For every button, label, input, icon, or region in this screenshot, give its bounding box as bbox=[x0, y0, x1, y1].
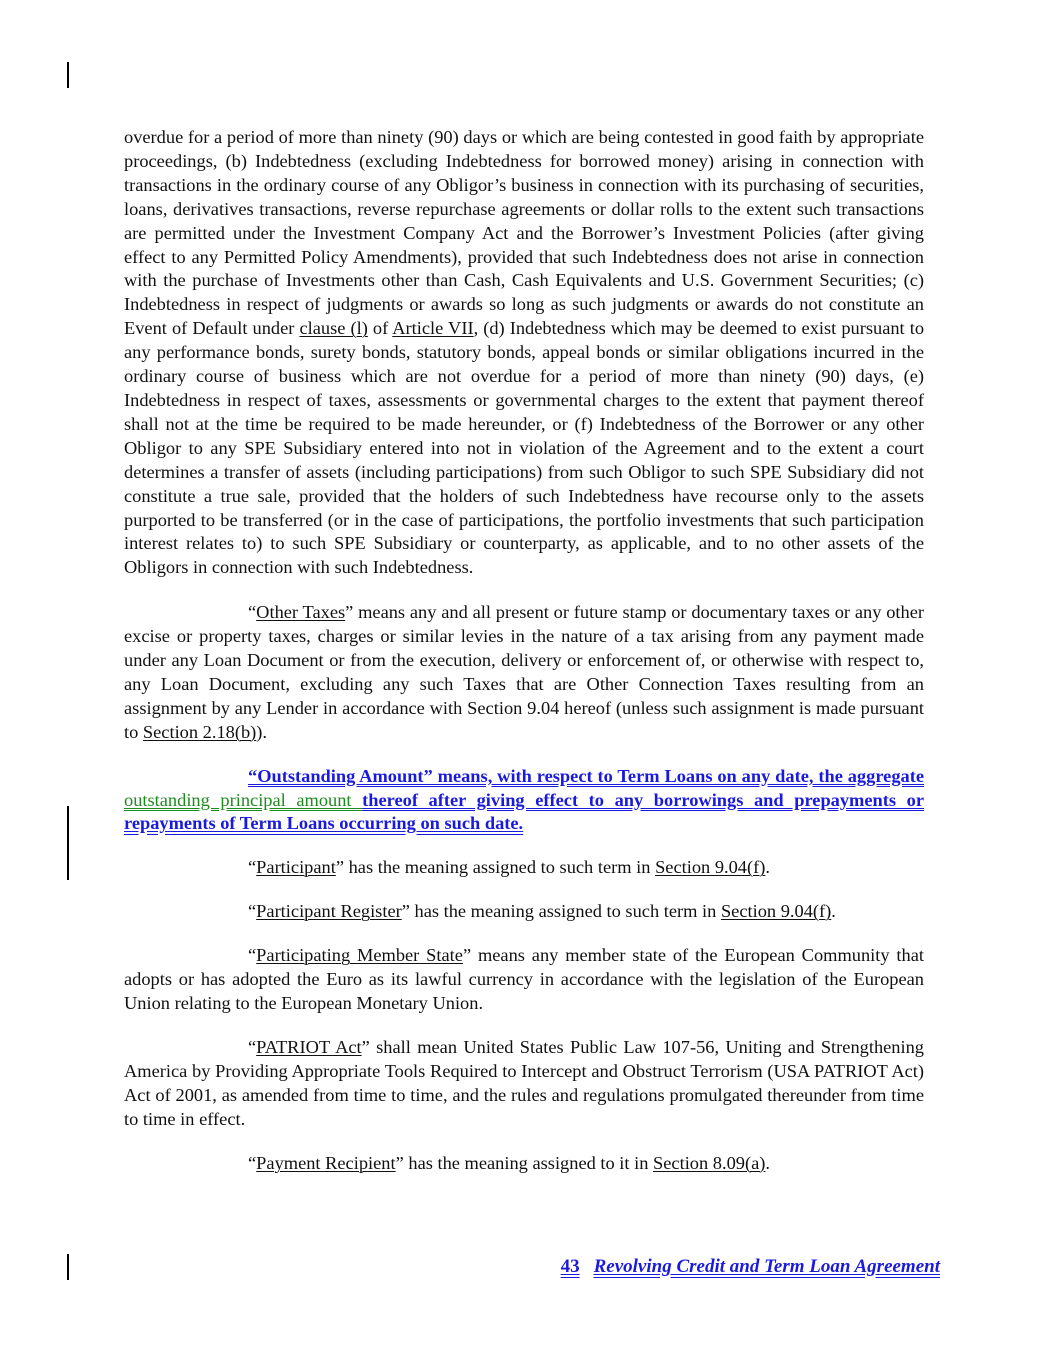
article-vii-reference[interactable]: Article VII bbox=[392, 318, 474, 339]
period: . bbox=[765, 1152, 770, 1173]
inserted-text: “Outstanding Amount” means, with respect to Term Loans on any date, the aggregate bbox=[248, 765, 924, 786]
inserted-text: thereof after giving effect to any borrowings and prepayments or repayments of Term Loans occurring on such date. bbox=[124, 789, 925, 834]
page-number: 43 bbox=[560, 1256, 580, 1277]
definition-body: ” means any member state of the European Community that adopts or has adopted the Euro as its lawful currency in accordance with the legislation of the European Union relating to the European Monetary Union. bbox=[124, 945, 924, 1013]
defined-term-other-taxes: Other Taxes bbox=[256, 602, 346, 623]
document-page bbox=[124, 126, 924, 1195]
change-bar-top bbox=[67, 62, 69, 88]
open-quote: “ bbox=[248, 945, 257, 966]
section-2-18-b-reference[interactable]: Section 2.18(b) bbox=[142, 721, 257, 742]
period: . bbox=[765, 857, 770, 878]
definition-body: ” has the meaning assigned to such term in bbox=[401, 901, 721, 922]
open-quote: “ bbox=[248, 1152, 257, 1173]
definition-patriot-act bbox=[124, 1036, 924, 1132]
text-segment: , (d) Indebtedness which may be deemed to exist pursuant to any performance bonds, surety bonds, statutory bonds, appeal bonds or similar obligations incurred in the ordinary course of business which are not overdue for a period of more than ninety (90) days, (e) Indebtedness in respect of taxes, assessments or governmental charges to the extent that payment thereof shall not at the time be required to be made hereunder, or (f) Indebtedness of the Borrower or any other Obligor to any SPE Subsidiary entered into not in violation of the Agreement and to the extent a court determines a transfer of assets (including participations) from such Obligor to such SPE Subsidiary did not constitute a true sale, provided that the holders of such Indebtedness have recourse only to the assets purported to be transferred (or in the case of participations, the portfolio investments that such participation interest relates to) to such SPE Subsidiary or counterparty, as applicable, and to no other assets of the Obligors in connection with such Indebtedness. bbox=[124, 318, 925, 578]
change-bar-bottom bbox=[67, 1254, 69, 1280]
definition-body: ” has the meaning assigned to it in bbox=[395, 1152, 654, 1173]
definition-participant-register bbox=[124, 900, 924, 924]
defined-term-payment-recipient: Payment Recipient bbox=[256, 1152, 396, 1173]
indebtedness-continuation-paragraph bbox=[124, 126, 924, 580]
definition-end: ). bbox=[256, 721, 268, 742]
page-footer bbox=[561, 1256, 940, 1278]
definition-body: ” shall mean United States Public Law 107-56, Uniting and Strengthening America by Providing Appropriate Tools Required to Intercept and Obstruct Terrorism (USA PATRIOT Act) Act of 2001, as amended from time to time, and the rules and regulations promulgated thereunder from time to time in effect. bbox=[124, 1036, 924, 1129]
section-9-04-f-reference[interactable]: Section 9.04(f) bbox=[720, 901, 832, 922]
defined-term-participant-register: Participant Register bbox=[256, 901, 402, 922]
section-8-09-a-reference[interactable]: Section 8.09(a) bbox=[653, 1152, 766, 1173]
section-9-04-f-reference[interactable]: Section 9.04(f) bbox=[655, 857, 766, 878]
clause-l-reference[interactable]: clause (l) bbox=[299, 318, 368, 339]
open-quote: “ bbox=[248, 901, 257, 922]
open-quote: “ bbox=[248, 1036, 257, 1057]
definition-body: ” has the meaning assigned to such term in bbox=[335, 857, 656, 878]
definition-participating-member-state bbox=[124, 944, 924, 1016]
open-quote: “ bbox=[248, 602, 257, 623]
period: . bbox=[831, 901, 836, 922]
definition-outstanding-amount-inserted bbox=[124, 765, 924, 837]
moved-text: outstanding principal amount bbox=[124, 789, 363, 810]
definition-body: ” means any and all present or future stamp or documentary taxes or any other excise or property taxes, charges or similar levies in the nature of a tax arising from any payment made under any Loan Document or from the execution, delivery or enforcement of, or otherwise with respect to, any Loan Document, excluding any such Taxes that are Other Connection Taxes resulting from an assignment by any Lender in accordance with Section 9.04 hereof (unless such assignment is made pursuant to bbox=[124, 602, 924, 742]
definition-participant bbox=[124, 856, 924, 880]
definition-other-taxes bbox=[124, 601, 924, 744]
defined-term-participating-member-state: Participating Member State bbox=[256, 945, 463, 966]
defined-term-patriot-act: PATRIOT Act bbox=[256, 1036, 362, 1057]
defined-term-participant: Participant bbox=[256, 857, 336, 878]
text-segment: of bbox=[367, 318, 393, 339]
change-bar-insertion bbox=[67, 806, 69, 880]
open-quote: “ bbox=[248, 857, 257, 878]
definition-payment-recipient bbox=[124, 1152, 924, 1176]
text-segment: overdue for a period of more than ninety (90) days or which are being contested in good faith by appropriate proceedings, (b) Indebtedness (excluding Indebtedness for borrowed money) arising in connection with transactions in the ordinary course of any Obligor’s business in connection with its purchasing of securities, loans, derivatives transactions, reverse repurchase agreements or dollar rolls to the extent such transactions are permitted under the Investment Company Act and the Borrower’s Investment Policies (after giving effect to any Permitted Policy Amendments), provided that such Indebtedness does not arise in connection with the purchase of Investments other than Cash, Cash Equivalents and U.S. Government Securities; (c) Indebtedness in respect of judgments or awards so long as such judgments or awards do not constitute an Event of Default under bbox=[124, 127, 924, 339]
document-title: Revolving Credit and Term Loan Agreement bbox=[593, 1256, 940, 1277]
